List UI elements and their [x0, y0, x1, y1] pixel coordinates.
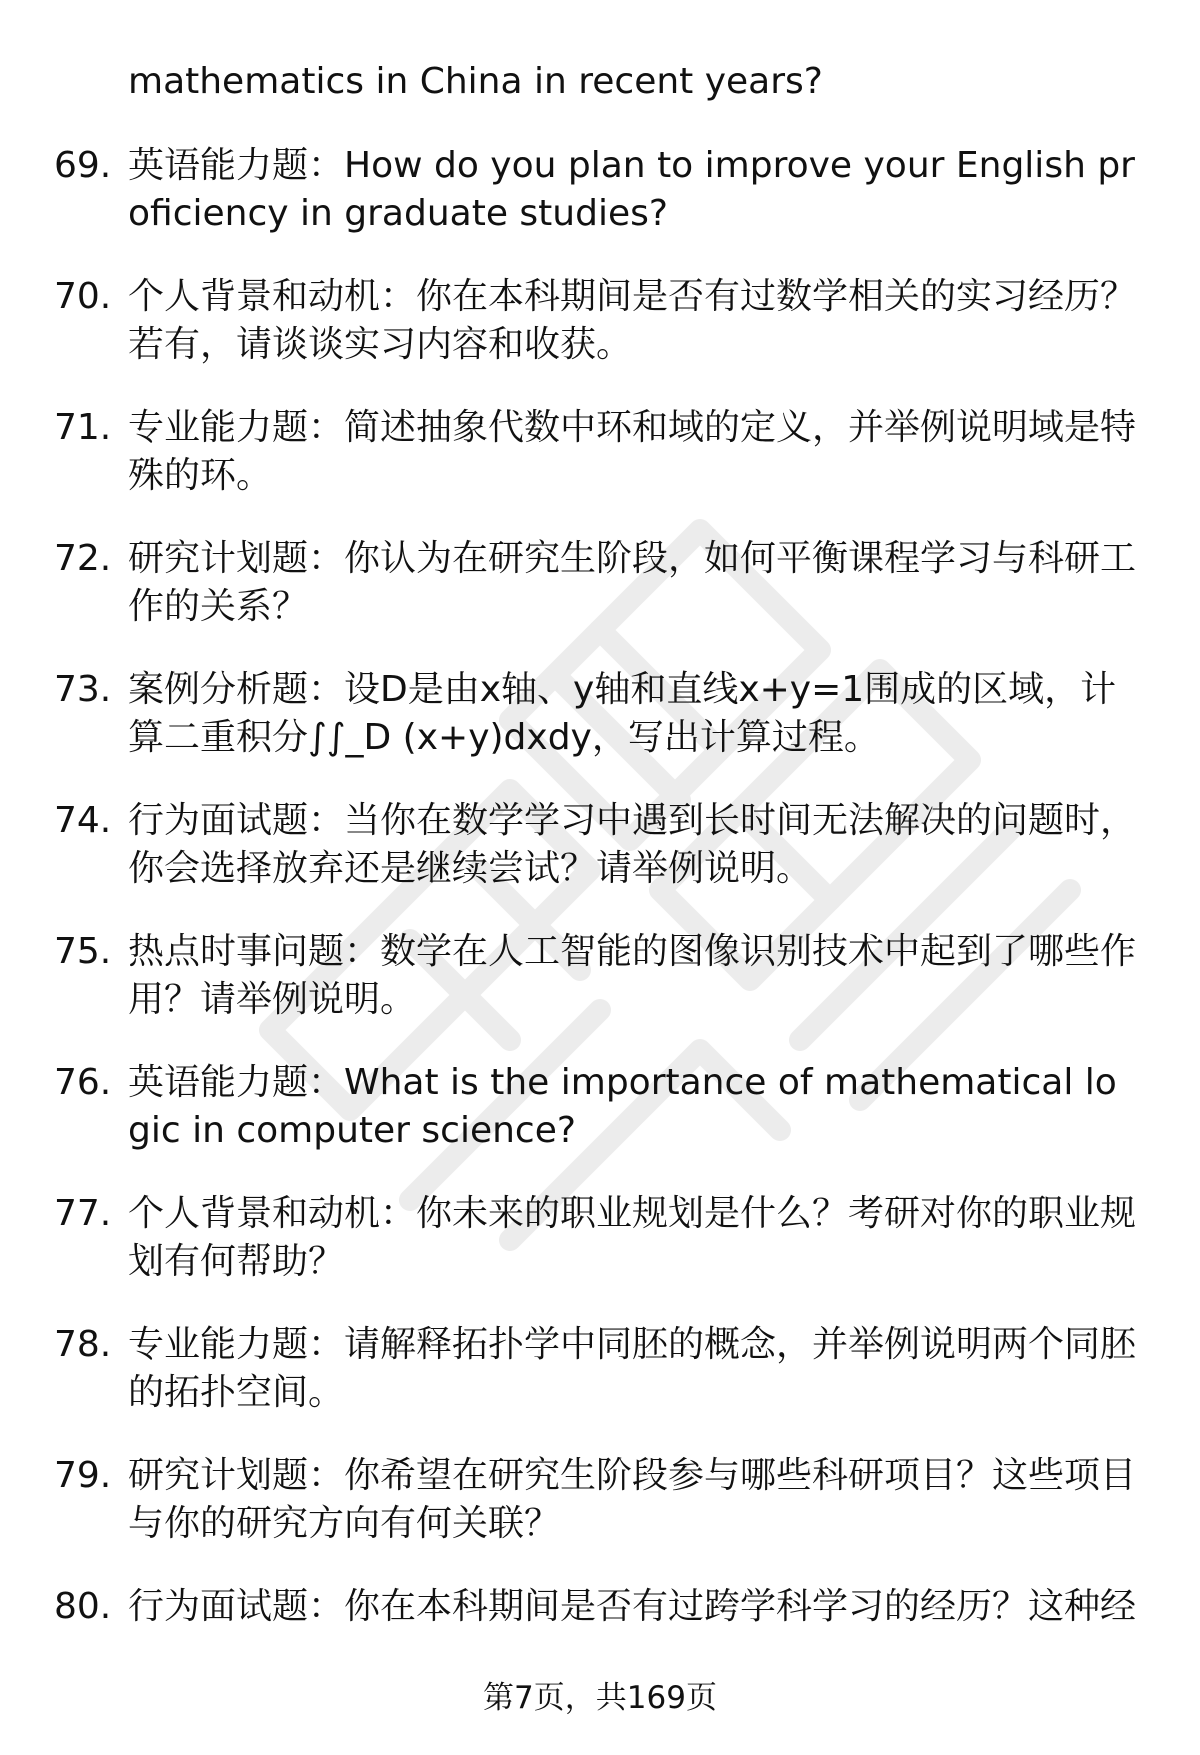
question-number: 77.: [54, 1193, 112, 1234]
question-text: 研究计划题：你希望在研究生阶段参与哪些科研项目？这些项目与你的研究方向有何关联？: [128, 1455, 1137, 1544]
question-number: 71.: [54, 407, 112, 448]
question-item: [0, 142, 1200, 273]
question-text: 个人背景和动机：你未来的职业规划是什么？考研对你的职业规划有何帮助？: [128, 1193, 1137, 1282]
page-number-footer: 第7页，共169页: [483, 1680, 717, 1716]
continued-question-text: mathematics in China in recent years?: [128, 61, 823, 102]
question-number: 74.: [54, 800, 112, 841]
question-number: 69.: [54, 145, 112, 186]
question-number: 76.: [54, 1062, 112, 1103]
question-item: [0, 273, 1200, 404]
question-item: [0, 928, 1200, 1059]
question-text: 行为面试题：当你在数学学习中遇到长时间无法解决的问题时，你会选择放弃还是继续尝试？请举例说明。: [128, 800, 1137, 889]
question-text: 个人背景和动机：你在本科期间是否有过数学相关的实习经历？若有，请谈谈实习内容和收获。: [128, 276, 1137, 365]
question-number: 72.: [54, 538, 112, 579]
question-text: 行为面试题：你在本科期间是否有过跨学科学习的经历？这种经: [128, 1586, 1137, 1627]
question-number: 75.: [54, 931, 112, 972]
question-item: [0, 797, 1200, 928]
question-text: 专业能力题：请解释拓扑学中同胚的概念，并举例说明两个同胚的拓扑空间。: [128, 1324, 1137, 1413]
question-number: 73.: [54, 669, 112, 710]
question-text: 热点时事问题：数学在人工智能的图像识别技术中起到了哪些作用？请举例说明。: [128, 931, 1137, 1020]
question-number: 78.: [54, 1324, 112, 1365]
question-number: 80.: [54, 1586, 112, 1627]
question-text: 英语能力题：How do you plan to improve your English proficiency in graduate studies?: [128, 145, 1135, 234]
question-text: 英语能力题：What is the importance of mathematical logic in computer science?: [128, 1062, 1117, 1151]
question-item: [0, 1190, 1200, 1321]
question-text: 专业能力题：简述抽象代数中环和域的定义，并举例说明域是特殊的环。: [128, 407, 1137, 496]
question-item: [0, 535, 1200, 666]
question-item: [0, 666, 1200, 797]
question-number: 79.: [54, 1455, 112, 1496]
question-item: [0, 404, 1200, 535]
question-number: 70.: [54, 276, 112, 317]
question-text: 研究计划题：你认为在研究生阶段，如何平衡课程学习与科研工作的关系？: [128, 538, 1137, 627]
question-item: [0, 1452, 1200, 1583]
question-text: 案例分析题：设D是由x轴、y轴和直线x+y=1围成的区域，计算二重积分∫∫_D (x+y)dxdy，写出计算过程。: [128, 669, 1117, 758]
question-item: [0, 1059, 1200, 1190]
question-list: [0, 142, 1200, 1714]
question-item: [0, 1321, 1200, 1452]
